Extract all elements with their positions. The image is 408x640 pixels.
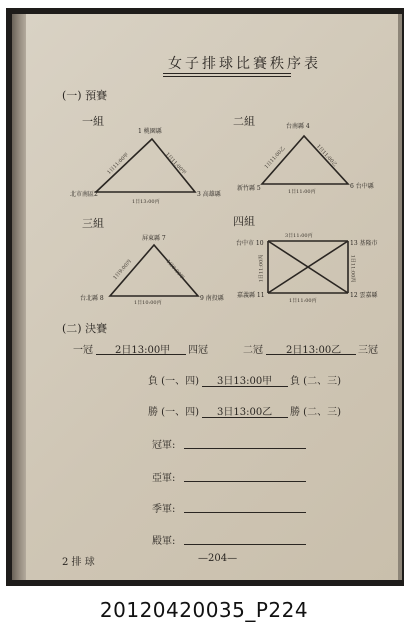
rank-third-line [184,512,306,513]
g4-edge-top: 3日11:00丙 [285,233,313,239]
rank-champion: 冠軍: [152,440,176,451]
loss-label-b: 負 (二、三) [290,376,341,387]
g4-edge-right: 1日11:00丙 [349,254,356,283]
g1-vertex-right: 3 高雄縣 [197,191,221,198]
page-title: 女子排球比賽秩序表 [168,56,321,72]
group-3-label: 三組 [82,217,104,230]
g2-edge-bottom: 1日11:00丙 [288,189,316,195]
group-4-label: 四組 [233,215,255,228]
g4-vertex-bottom-left: 嘉義縣 11 [237,292,265,299]
final-label-champion-3: 三冠 [358,345,378,356]
g1-edge-left: 1日11:00甲 [106,151,131,176]
preliminary-heading: (一) 預賽 [62,89,108,102]
g3-vertex-left: 台北縣 8 [80,295,104,302]
final-label-champion-4: 四冠 [188,345,208,356]
g2-vertex-left: 新竹縣 5 [237,185,261,192]
final-time-b: 2日13:00乙 [286,345,342,356]
final-label-champion-1: 一冠 [73,345,93,356]
rank-runner-up: 亞軍: [152,473,176,484]
final-time-a: 2日13:00甲 [115,345,171,356]
g4-edge-bottom: 1日11:00丙 [289,298,317,304]
g2-edge-right: 1日11:00乙 [314,143,338,169]
final-underline-b [266,354,356,355]
loss-label-a: 負 (一、四) [148,376,199,387]
g1-vertex-left: 北市南區2 [70,191,98,198]
group-2-label: 二組 [233,115,255,128]
loss-time: 3日13:00甲 [217,376,273,387]
rank-fourth-line [184,544,306,545]
g2-vertex-top: 台南縣 4 [286,123,310,130]
g1-edge-right: 1日11:00甲 [163,151,187,177]
group-1-label: 一組 [82,115,104,128]
g4-vertex-top-left: 台中市 10 [236,240,264,247]
g4-vertex-top-right: 13 基隆市 [350,240,378,247]
g3-edge-bottom: 1日10:00丙 [134,300,162,306]
rank-runner-up-line [184,481,306,482]
final-label-champion-2: 二冠 [243,345,263,356]
final-underline-a [96,354,186,355]
g3-vertex-top: 屏東縣 7 [142,235,166,242]
rank-fourth: 殿軍: [152,536,176,547]
g4-vertex-bottom-right: 12 雲嘉縣 [350,292,378,299]
g2-edge-left: 1日11:00乙 [263,145,287,171]
win-underline [202,417,288,418]
g3-vertex-right: 9 南投縣 [200,295,224,302]
g3-edge-right: 1日9:00甲 [164,258,186,282]
win-time: 3日13:00乙 [217,407,273,418]
final-heading: (二) 決賽 [62,322,108,335]
footer-section-label: 2 排 球 [62,557,95,568]
rank-third: 季軍: [152,504,176,515]
win-label-b: 勝 (二、三) [290,407,341,418]
g2-vertex-right: 6 台中縣 [350,183,374,190]
image-caption: 20120420035_P224 [99,598,309,622]
g1-vertex-top: 1 桃園縣 [138,128,162,135]
rank-champion-line [184,448,306,449]
g1-edge-bottom: 1日13:00丙 [132,199,160,205]
g4-edge-left: 1日11:00丙 [258,254,265,283]
loss-underline [202,386,288,387]
g3-edge-left: 1日9:00丙 [112,258,133,282]
page-number: —204— [198,553,238,564]
win-label-a: 勝 (一、四) [148,407,199,418]
